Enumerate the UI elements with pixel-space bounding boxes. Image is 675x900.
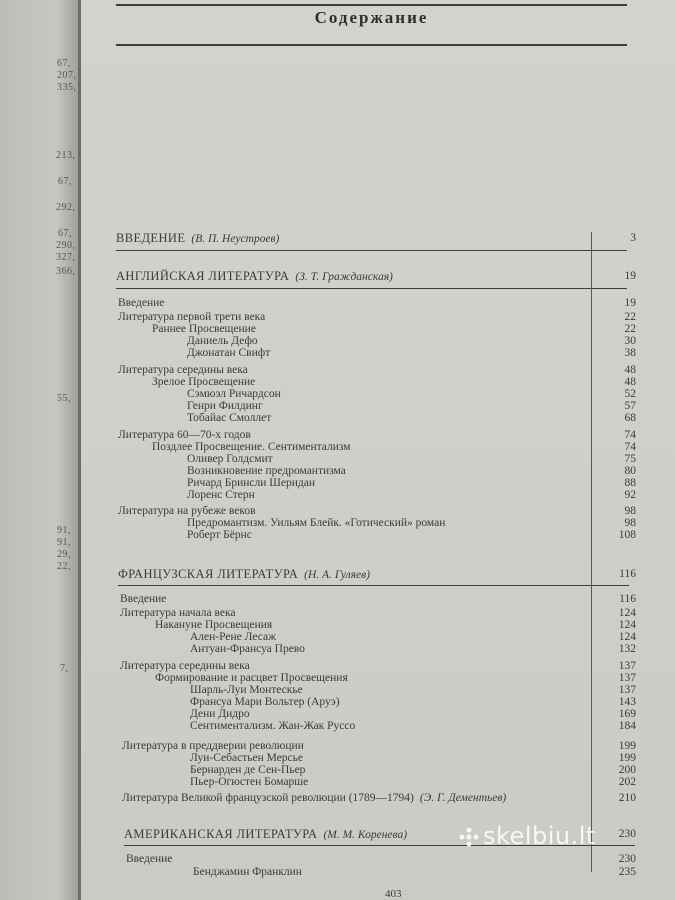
toc-page-number: 52 xyxy=(624,388,636,400)
toc-entry-title: Накануне Просвещения xyxy=(155,619,273,631)
toc-page-number: 124 xyxy=(618,607,636,619)
toc-page-number: 124 xyxy=(618,619,636,631)
watermark-logo-icon xyxy=(458,826,480,848)
header-top-rule xyxy=(116,4,627,6)
toc-page-number: 80 xyxy=(624,465,636,477)
toc-entry-author: (Э. Г. Дементьев) xyxy=(419,792,507,804)
section-divider xyxy=(116,288,627,289)
toc-entry-title: Дени Дидро xyxy=(190,708,250,720)
toc-page-number: 98 xyxy=(624,505,636,517)
toc-page-number: 137 xyxy=(618,672,636,684)
toc-page-number: 74 xyxy=(624,441,636,453)
toc-entry-title: Зрелое Просвещение xyxy=(152,376,256,388)
toc-entry-title: Франсуа Мари Вольтер (Аруэ) xyxy=(190,696,340,708)
toc-page-number: 202 xyxy=(618,776,636,788)
toc-page-number: 199 xyxy=(618,740,636,752)
toc-section-entry xyxy=(116,270,393,284)
toc-page-number: 98 xyxy=(624,517,636,529)
toc-entry-title: Предромантизм. Уильям Блейк. «Готический» роман xyxy=(187,517,446,529)
toc-page-number: 75 xyxy=(624,453,636,465)
toc-entry-title: Введение xyxy=(120,593,167,605)
toc-entry-title: Возникновение предромантизма xyxy=(187,465,346,477)
toc-entry-title: Литература середины века xyxy=(118,364,248,376)
toc-entry xyxy=(187,412,271,425)
toc-entry-title: Даниель Дефо xyxy=(187,335,258,347)
toc-entry xyxy=(120,593,166,606)
toc-entry-title: Литература первой трети века xyxy=(118,311,266,323)
toc-entry-title: Луи-Себастьен Мерсье xyxy=(190,752,304,764)
toc-page-number: 22 xyxy=(624,323,636,335)
toc-page-number: 108 xyxy=(618,529,636,541)
facing-page-number: 91, xyxy=(57,537,71,548)
toc-section-entry xyxy=(116,232,279,246)
toc-entry-title: Шарль-Луи Монтескье xyxy=(190,684,303,696)
toc-page-number: 132 xyxy=(618,643,636,655)
section-divider xyxy=(118,585,629,586)
toc-entry-title: Раннее Просвещение xyxy=(152,323,256,335)
header-bottom-rule xyxy=(116,44,627,46)
toc-entry-title: ВВЕДЕНИЕ xyxy=(116,231,186,245)
facing-page-number: 67, xyxy=(58,176,72,187)
facing-page-number: 67, xyxy=(57,58,71,69)
toc-page-number: 19 xyxy=(624,297,636,309)
toc-entry-title: Литература в преддверии революции xyxy=(122,740,304,752)
toc-page-number: 38 xyxy=(624,347,636,359)
toc-entry xyxy=(187,347,270,360)
page-title: Содержание xyxy=(314,8,429,27)
toc-page-number: 235 xyxy=(618,866,636,878)
toc-entry-title: Поздлее Просвещение. Сентиментализм xyxy=(152,441,351,453)
toc-entry-title: Ричард Бринсли Шеридан xyxy=(187,477,316,489)
toc-entry-title: Бенджамин Франклин xyxy=(193,866,302,878)
toc-entry xyxy=(193,866,302,879)
toc-entry xyxy=(118,297,164,310)
toc-entry xyxy=(190,720,355,733)
toc-page-number: 48 xyxy=(624,376,636,388)
toc-page-number: 169 xyxy=(618,708,636,720)
facing-page-number: 292, xyxy=(56,202,76,213)
toc-entry-title: Пьер-Огюстен Бомарше xyxy=(190,776,309,788)
facing-page-number: 55, xyxy=(57,393,71,404)
toc-entry-title: Литература 60—70-х годов xyxy=(118,429,251,441)
toc-entry xyxy=(190,643,305,656)
toc-entry-title: Оливер Голдсмит xyxy=(187,453,273,465)
toc-entry-title: Антуан-Франсуа Прево xyxy=(190,643,305,655)
toc-entry-title: Роберт Бёрнс xyxy=(187,529,252,541)
toc-page-number: 116 xyxy=(619,593,636,605)
toc-entry-title: Литература на рубеже веков xyxy=(118,505,256,517)
toc-page-number: 143 xyxy=(618,696,636,708)
toc-entry-title: Введение xyxy=(118,297,165,309)
toc-page-number: 74 xyxy=(624,429,636,441)
facing-page-number: 207, xyxy=(57,70,77,81)
section-divider xyxy=(116,250,627,251)
toc-page-number: 88 xyxy=(624,477,636,489)
toc-entry-title: ФРАНЦУЗСКАЯ ЛИТЕРАТУРА xyxy=(118,567,299,581)
toc-page-number: 199 xyxy=(618,752,636,764)
toc-entry xyxy=(126,853,172,866)
toc-page-number: 22 xyxy=(624,311,636,323)
toc-entry xyxy=(187,489,255,502)
toc-page-number: 124 xyxy=(618,631,636,643)
facing-page-gutter xyxy=(0,0,80,900)
toc-entry-title: Литература начала века xyxy=(120,607,236,619)
toc-page-number: 92 xyxy=(624,489,636,501)
toc-entry-title: АМЕРИКАНСКАЯ ЛИТЕРАТУРА xyxy=(124,827,318,841)
toc-page-number: 57 xyxy=(624,400,636,412)
facing-page-number: 7, xyxy=(60,663,69,674)
toc-page-number: 200 xyxy=(618,764,636,776)
toc-entry-title: Литература середины века xyxy=(120,660,250,672)
footer-page-number: 403 xyxy=(385,888,402,900)
toc-entry-author: (З. Т. Гражданская) xyxy=(295,271,393,283)
toc-section-entry xyxy=(118,568,370,582)
facing-page-number: 22, xyxy=(57,561,71,572)
watermark-text: skelbiu.lt xyxy=(483,822,596,850)
toc-page-number: 137 xyxy=(618,684,636,696)
facing-page-number: 213, xyxy=(56,150,76,161)
facing-page-number: 366, xyxy=(56,266,76,277)
toc-page-number: 210 xyxy=(618,792,636,804)
toc-entry xyxy=(122,792,506,805)
toc-entry-title: Формирование и расцвет Просвещения xyxy=(155,672,348,684)
toc-page-number: 3 xyxy=(630,232,636,244)
toc-entry-title: АНГЛИЙСКАЯ ЛИТЕРАТУРА xyxy=(116,269,290,283)
toc-page-number: 116 xyxy=(619,568,636,580)
facing-page-number: 29, xyxy=(57,549,71,560)
toc-entry-title: Лоренс Стерн xyxy=(187,489,255,501)
toc-entry-title: Бернарден де Сен-Пьер xyxy=(190,764,306,776)
toc-page-number: 30 xyxy=(624,335,636,347)
toc-section-entry xyxy=(124,828,407,842)
toc-page-number: 230 xyxy=(618,853,636,865)
toc-entry xyxy=(190,776,308,789)
toc-page-number: 48 xyxy=(624,364,636,376)
toc-page-number: 19 xyxy=(624,270,636,282)
facing-page-number: 290, xyxy=(56,240,76,251)
toc-entry-author: (М. М. Коренева) xyxy=(323,829,408,841)
toc-entry-title: Генри Филдинг xyxy=(187,400,263,412)
toc-entry-title: Ален-Рене Лесаж xyxy=(190,631,277,643)
toc-entry-title: Тобайас Смоллет xyxy=(187,412,272,424)
toc-entry-title: Сэмюэл Ричардсон xyxy=(187,388,281,400)
toc-entry-title: Введение xyxy=(126,853,173,865)
toc-page-number: 137 xyxy=(618,660,636,672)
facing-page-number: 335, xyxy=(57,82,77,93)
toc-entry-author: (В. П. Неустроев) xyxy=(191,233,280,245)
toc-entry-title: Литература Великой французской революции (1789—1794) xyxy=(122,792,414,804)
toc-entry xyxy=(187,529,252,542)
facing-page-number: 327, xyxy=(56,252,76,263)
toc-page-number: 184 xyxy=(618,720,636,732)
facing-page-number: 91, xyxy=(57,525,71,536)
toc-entry-title: Джонатан Свифт xyxy=(187,347,271,359)
toc-entry-title: Сентиментализм. Жан-Жак Руссо xyxy=(190,720,356,732)
facing-page-number: 67, xyxy=(58,228,72,239)
toc-page-number: 230 xyxy=(618,828,636,840)
toc-page-number: 68 xyxy=(624,412,636,424)
toc-entry-author: (Н. А. Гуляев) xyxy=(304,569,370,581)
